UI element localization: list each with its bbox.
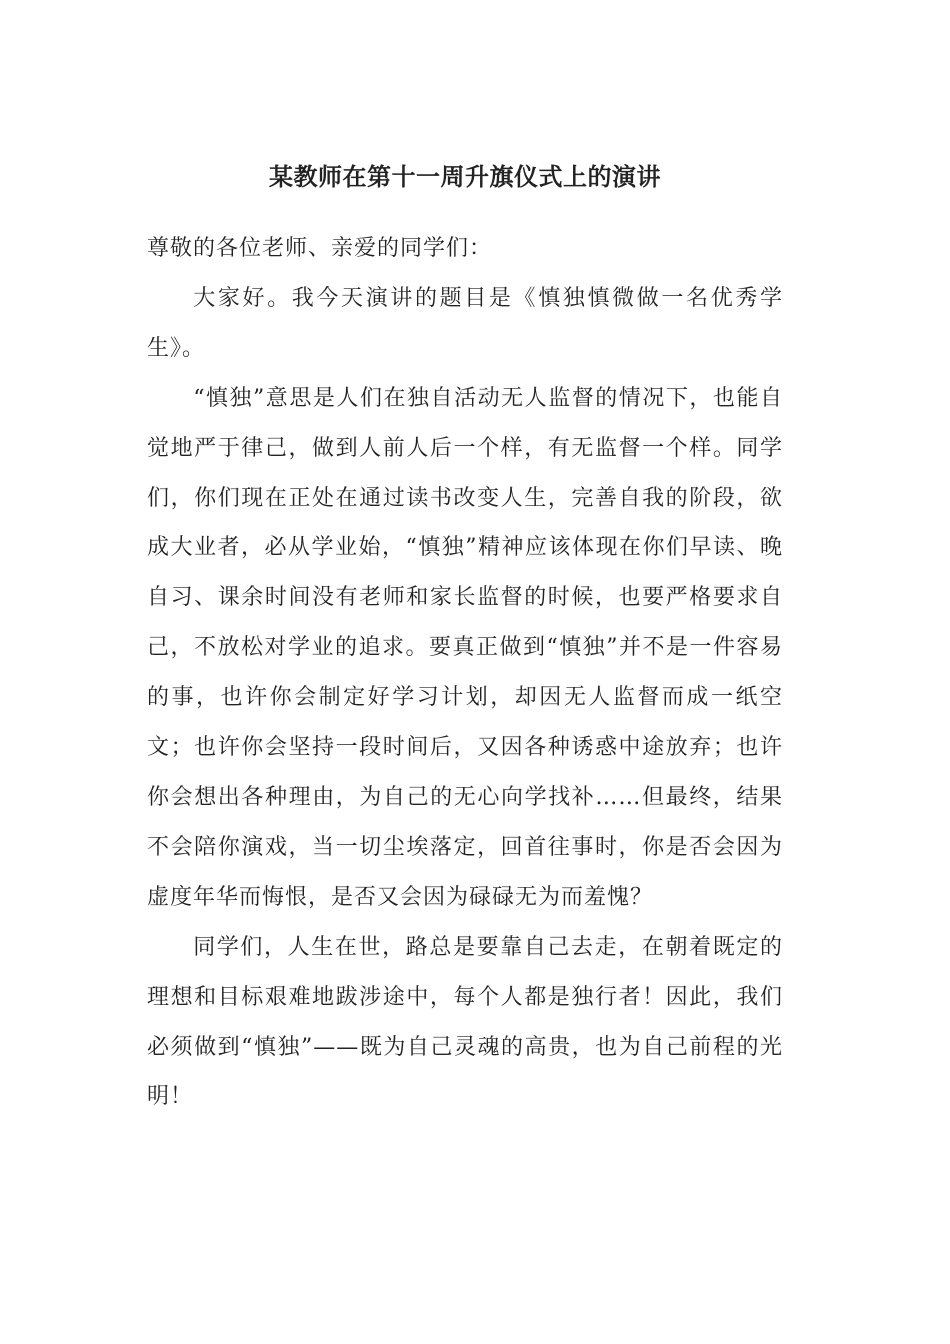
paragraph-conclusion: 同学们，人生在世，路总是要靠自己去走，在朝着既定的理想和目标艰难地跋涉途中，每个人都是独行者！因此，我们必须做到“慎独”——既为自己灵魂的高贵，也为自己前程的光明！ [147, 934, 783, 1110]
document-title: 某教师在第十一周升旗仪式上的演讲 [269, 162, 661, 191]
paragraph-shendu-meaning: “慎独”意思是人们在独自活动无人监督的情况下，也能自觉地严于律己，做到人前人后一个样，有无监督一个样。同学们，你们现在正处在通过读书改变人生，完善自我的阶段，欲成大业者，必从学业始，“慎独”精神应该体现在你们早读、晚自习、课余时间没有老师和家长监督的时候，也要严格要求自己，不放松对学业的追求。要真正做到“慎独”并不是一件容易的事，也许你会制定好学习计划，却因无人监督而成一纸空文；也许你会坚持一段时间后，又因各种诱惑中途放弃；也许你会想出各种理由，为自己的无心向学找补……但最终，结果不会陪你演戏，当一切尘埃落定，回首往事时，你是否会因为虚度年华而悔恨，是否又会因为碌碌无为而羞愧？ [147, 385, 783, 910]
document-body [147, 154, 783, 1122]
salutation: 尊敬的各位老师、亲爱的同学们： [147, 236, 493, 261]
paragraph-intro: 大家好。我今天演讲的题目是《慎独慎微做一名优秀学生》。 [147, 285, 783, 361]
